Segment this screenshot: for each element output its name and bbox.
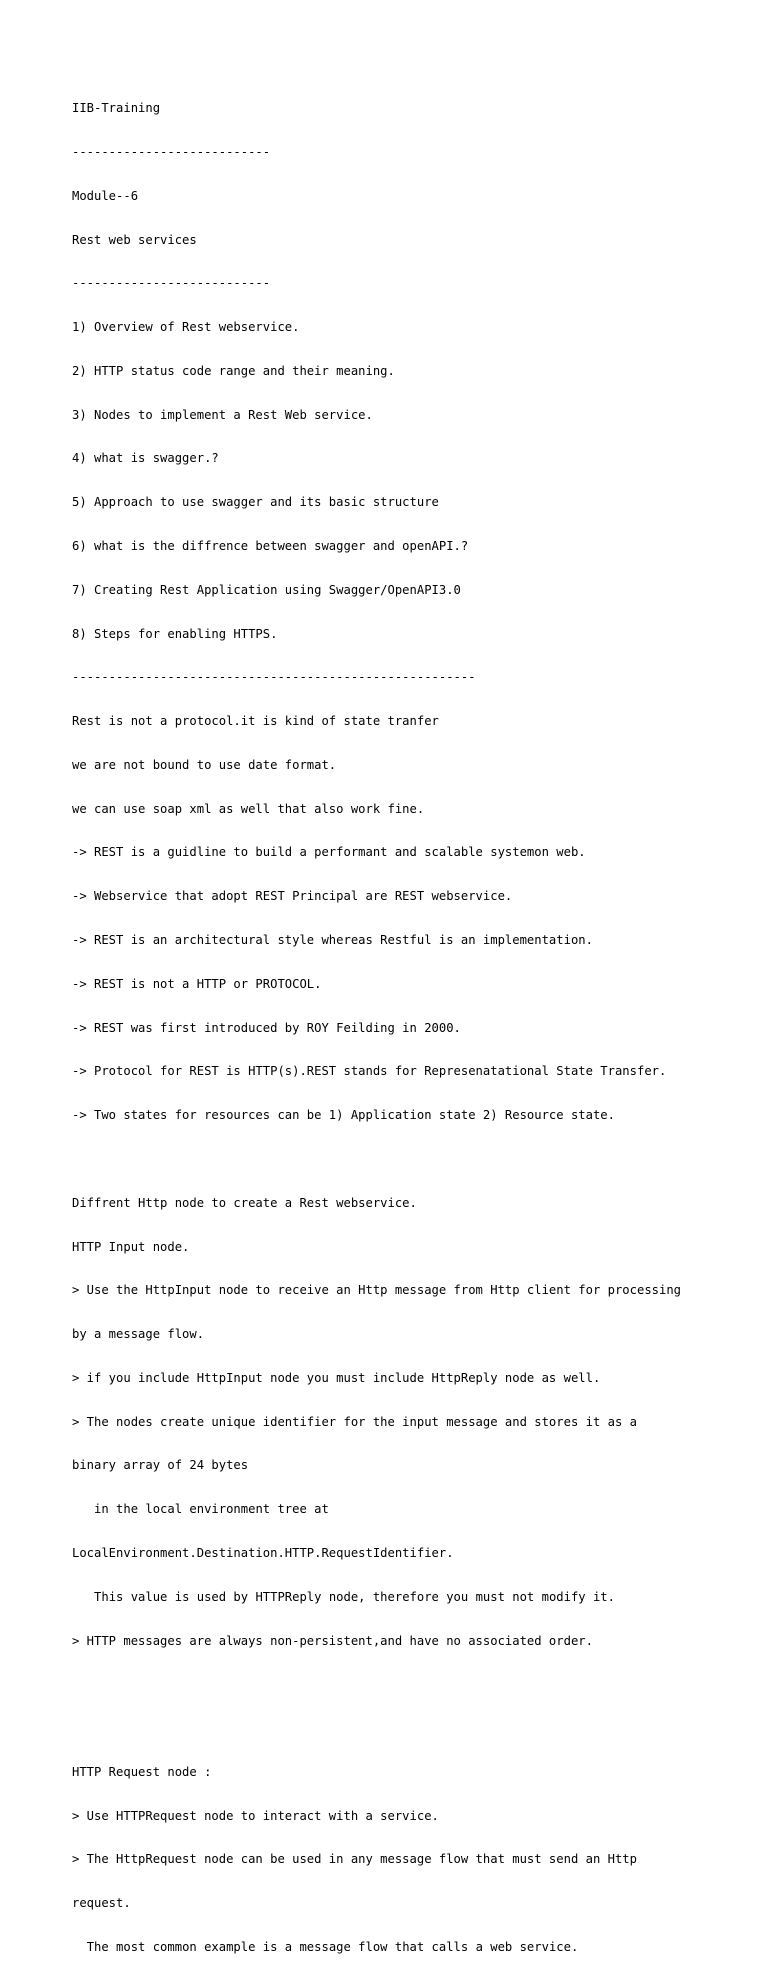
topic-item: 8) Steps for enabling HTTPS. [72, 626, 278, 641]
http-input-note: > Use the HttpInput node to receive an Http message from Http client for processing [72, 1283, 682, 1298]
rest-note: -> Two states for resources can be 1) Application state 2) Resource state. [72, 1108, 615, 1123]
topic-item: 2) HTTP status code range and their meaning. [72, 363, 395, 378]
topic-item: 5) Approach to use swagger and its basic structure [72, 495, 439, 510]
rest-note: -> REST is not a HTTP or PROTOCOL. [72, 976, 322, 991]
section-heading: Diffrent Http node to create a Rest webservice. [72, 1195, 417, 1210]
topic-item: 1) Overview of Rest webservice. [72, 320, 300, 335]
body-text-line: we can use soap xml as well that also work fine. [72, 801, 425, 816]
http-input-note: This value is used by HTTPReply node, therefore you must not modify it. [72, 1589, 615, 1604]
topic-item: 4) what is swagger.? [72, 451, 219, 466]
blank-line [72, 1721, 732, 1736]
topic-item: 3) Nodes to implement a Rest Web service. [72, 407, 373, 422]
http-input-note: LocalEnvironment.Destination.HTTP.RequestIdentifier. [72, 1545, 454, 1560]
module-subtitle: Rest web services [72, 232, 197, 247]
topic-item: 7) Creating Rest Application using Swagger/OpenAPI3.0 [72, 582, 461, 597]
http-request-note: The most common example is a message flow that calls a web service. [72, 1940, 579, 1954]
rest-note: -> Protocol for REST is HTTP(s).REST stands for Represenatational State Transfer. [72, 1064, 667, 1079]
http-request-note: > Use HTTPRequest node to interact with a service. [72, 1808, 439, 1823]
http-input-note: > if you include HttpInput node you must include HttpReply node as well. [72, 1370, 601, 1385]
rest-note: -> Webservice that adopt REST Principal are REST webservice. [72, 889, 513, 904]
http-input-note: > HTTP messages are always non-persistent,and have no associated order. [72, 1633, 593, 1648]
http-input-note: by a message flow. [72, 1327, 205, 1342]
http-input-note: > The nodes create unique identifier for the input message and stores it as a [72, 1414, 637, 1429]
body-text-line: Rest is not a protocol.it is kind of state tranfer [72, 714, 439, 729]
divider-line: --------------------------- [72, 276, 271, 291]
divider-line: --------------------------- [72, 144, 271, 159]
http-request-note: > The HttpRequest node can be used in any message flow that must send an Http [72, 1852, 637, 1867]
rest-note: -> REST is an architectural style whereas Restful is an implementation. [72, 933, 593, 948]
blank-line [72, 1677, 732, 1692]
section-heading: HTTP Request node : [72, 1764, 212, 1779]
rest-note: -> REST was first introduced by ROY Feilding in 2000. [72, 1020, 461, 1035]
rest-note: -> REST is a guidline to build a performant and scalable systemon web. [72, 845, 586, 860]
http-request-note: request. [72, 1896, 131, 1911]
blank-line [72, 1152, 732, 1167]
http-input-note: binary array of 24 bytes [72, 1458, 249, 1473]
section-heading: HTTP Input node. [72, 1239, 190, 1254]
divider-line: ------------------------------------------------------- [72, 670, 476, 685]
topic-item: 6) what is the diffrence between swagger and openAPI.? [72, 539, 469, 553]
document-text [72, 72, 732, 1984]
body-text-line: we are not bound to use date format. [72, 757, 337, 772]
http-input-note: in the local environment tree at [72, 1502, 329, 1517]
doc-title: IIB-Training [72, 101, 161, 116]
module-heading: Module--6 [72, 188, 139, 203]
